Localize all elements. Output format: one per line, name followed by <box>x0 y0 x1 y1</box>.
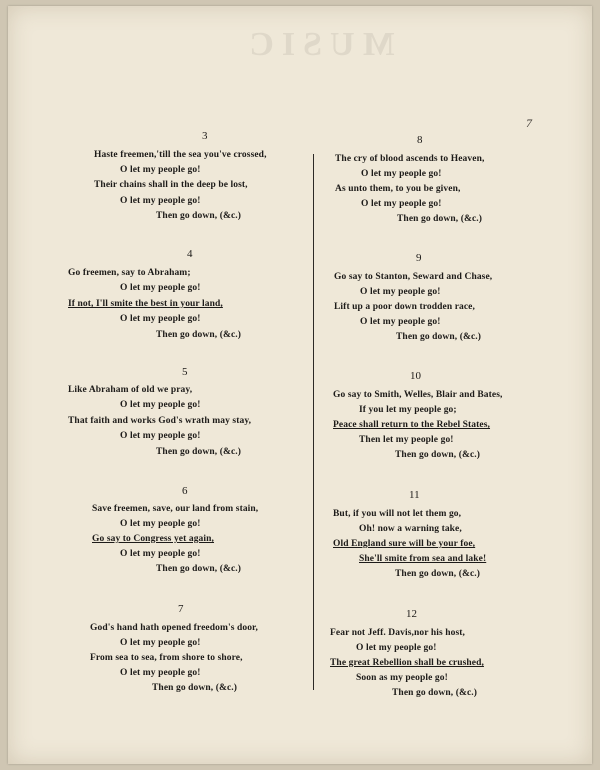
verse-line: O let my people go! <box>120 431 201 441</box>
stanza-number: 6 <box>182 485 188 497</box>
verse-line: Go freemen, say to Abraham; <box>68 268 191 278</box>
bleed-through-heading: MUSIC <box>241 26 395 63</box>
verse-line: O let my people go! <box>120 638 201 648</box>
column-divider <box>313 154 314 690</box>
verse-line: O let my people go! <box>360 317 441 327</box>
verse-line: Peace shall return to the Rebel States, <box>333 420 491 430</box>
verse-line: O let my people go! <box>120 519 201 529</box>
verse-line: The great Rebellion shall be crushed, <box>330 658 484 668</box>
stanza-number: 11 <box>409 489 420 501</box>
verse-line: O let my people go! <box>120 549 201 559</box>
stanza-number: 4 <box>187 248 193 260</box>
stanza-number: 8 <box>417 134 423 146</box>
stanza-number: 9 <box>416 252 422 264</box>
verse-line: O let my people go! <box>120 400 201 410</box>
verse-line: O let my people go! <box>361 199 442 209</box>
stanza-number: 3 <box>202 130 208 142</box>
verse-line: O let my people go! <box>361 169 442 179</box>
verse-line: Go say to Smith, Welles, Blair and Bates, <box>333 390 503 400</box>
song-sheet-page <box>8 6 592 764</box>
verse-line: She'll smite from sea and lake! <box>359 554 487 564</box>
verse-line: Then go down, (&c.) <box>156 564 242 574</box>
verse-line: O let my people go! <box>120 283 201 293</box>
verse-line: If not, I'll smite the best in your land, <box>68 299 223 309</box>
verse-line: Then go down, (&c.) <box>392 688 478 698</box>
verse-line: O let my people go! <box>120 196 201 206</box>
verse-line: Oh! now a warning take, <box>359 524 462 534</box>
stanza-number: 10 <box>410 370 421 382</box>
verse-line: Lift up a poor down trodden race, <box>334 302 475 312</box>
verse-line: Go say to Stanton, Seward and Chase, <box>334 272 493 282</box>
stanza-number: 5 <box>182 366 188 378</box>
verse-line: Then go down, (&c.) <box>152 683 238 693</box>
verse-line: Go say to Congress yet again, <box>92 534 215 544</box>
verse-line: Their chains shall in the deep be lost, <box>94 180 248 190</box>
verse-line: O let my people go! <box>120 668 201 678</box>
page-number: 7 <box>526 116 532 130</box>
verse-line: God's hand hath opened freedom's door, <box>90 623 258 633</box>
verse-line: Soon as my people go! <box>356 673 448 683</box>
verse-line: O let my people go! <box>120 165 201 175</box>
verse-line: Fear not Jeff. Davis,nor his host, <box>330 628 465 638</box>
verse-line: Like Abraham of old we pray, <box>68 385 193 395</box>
verse-line: Haste freemen,'till the sea you've crossed, <box>94 150 267 160</box>
verse-line: Then let my people go! <box>359 435 454 445</box>
verse-line: O let my people go! <box>360 287 441 297</box>
stanza-number: 12 <box>406 608 417 620</box>
verse-line: O let my people go! <box>356 643 437 653</box>
verse-line: Then go down, (&c.) <box>395 569 481 579</box>
verse-line: Then go down, (&c.) <box>395 450 481 460</box>
verse-line: Then go down, (&c.) <box>397 214 483 224</box>
verse-line: Then go down, (&c.) <box>156 330 242 340</box>
verse-line: Old England sure will be your foe, <box>333 539 476 549</box>
verse-line: Save freemen, save, our land from stain, <box>92 504 259 514</box>
stanza-number: 7 <box>178 603 184 615</box>
verse-line: If you let my people go; <box>359 405 457 415</box>
verse-line: That faith and works God's wrath may stay, <box>68 416 252 426</box>
verse-line: But, if you will not let them go, <box>333 509 462 519</box>
verse-line: Then go down, (&c.) <box>156 447 242 457</box>
verse-line: Then go down, (&c.) <box>396 332 482 342</box>
verse-line: Then go down, (&c.) <box>156 211 242 221</box>
verse-line: From sea to sea, from shore to shore, <box>90 653 243 663</box>
verse-line: O let my people go! <box>120 314 201 324</box>
verse-line: The cry of blood ascends to Heaven, <box>335 154 485 164</box>
verse-line: As unto them, to you be given, <box>335 184 461 194</box>
